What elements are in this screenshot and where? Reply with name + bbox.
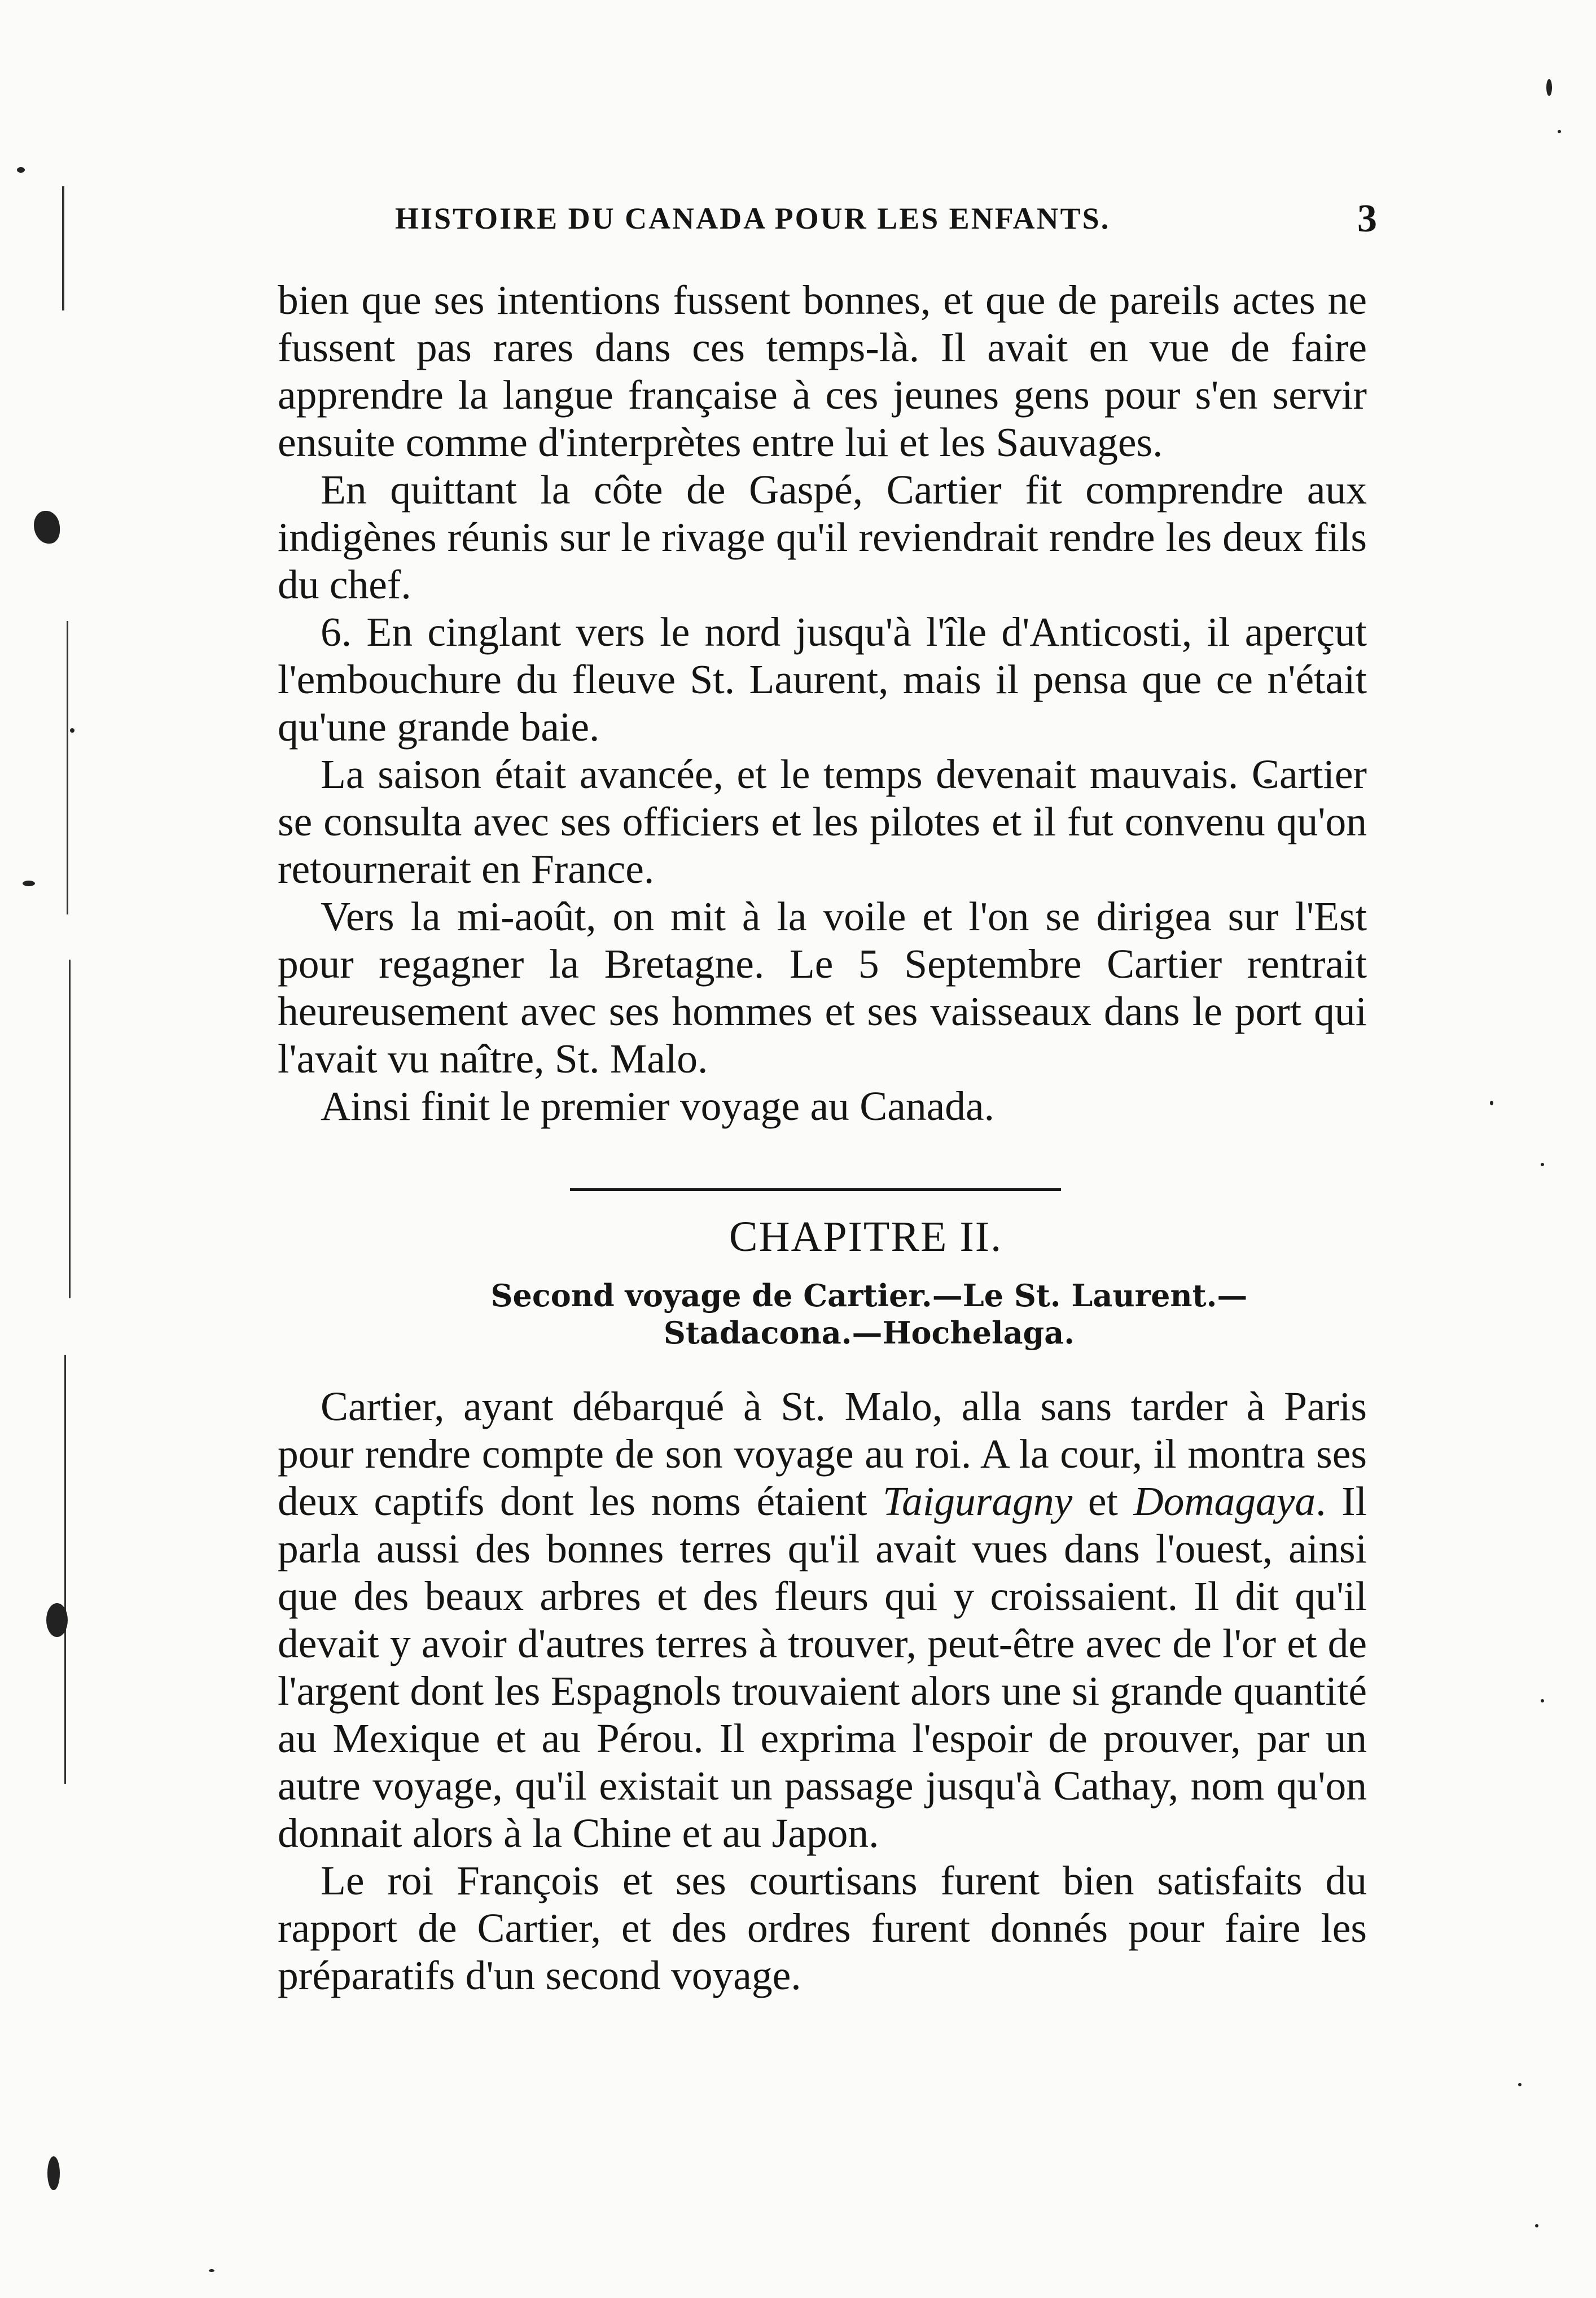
paragraph-text: . Il parla aussi des bonnes terres qu'il avait vues dans l'ouest, ainsi que des beaux arbres et des fleurs qui y croissaient. Il dit qu'il devait y avoir d'autres terres à trouver, peut-être avec de l'or et de l'argent dont les Espagnols trouvaient alors une si grande quantité au Mexique et au Pérou. Il exprima l'espoir de prouver, par un autre voyage, qu'il existait un passage jusqu'à Cathay, nom qu'on donnait alors à la Chine et au Japon.: [278, 1478, 1367, 1856]
ink-blot: [47, 2156, 60, 2190]
proper-name: Domagaya: [1133, 1478, 1316, 1524]
paragraph: [278, 1383, 1367, 1857]
paragraph: En quittant la côte de Gaspé, Cartier fit comprendre aux indigènes réunis sur le rivage qu'il reviendrait rendre les deux fils du chef.: [278, 467, 1367, 607]
chapter-subtitle: [305, 1277, 1433, 1351]
binding-edge-mark: [67, 621, 68, 914]
paragraph: Ainsi finit le premier voyage au Canada.: [321, 1083, 994, 1129]
paragraph: bien que ses intentions fussent bonnes, et que de pareils actes ne fussent pas rares dans ces temps-là. Il avait en vue de faire apprendre la langue française à ces jeunes gens pour s'en servir ensuite comme d'interprètes entre lui et les Sauvages.: [278, 277, 1367, 465]
ink-speck: [17, 167, 25, 173]
paragraph: La saison était avancée, et le temps devenait mauvais. Cartier se consulta avec ses officiers et les pilotes et il fut convenu qu'on retournerait en France.: [278, 751, 1367, 892]
paragraph: 6. En cinglant vers le nord jusqu'à l'île d'Anticosti, il aperçut l'embouchure du fleuve St. Laurent, mais il pensa que ce n'était qu'une grande baie.: [278, 609, 1367, 750]
ink-speck: [1541, 1699, 1544, 1702]
paragraph: Le roi François et ses courtisans furent bien satisfaits du rapport de Cartier, et des ordres furent donnés pour faire les préparatifs d'un second voyage.: [278, 1858, 1367, 1998]
running-head: HISTOIRE DU CANADA POUR LES ENFANTS.: [395, 202, 1111, 235]
ink-speck: [23, 881, 35, 886]
body-text-top: [278, 277, 1367, 1130]
page-header: [395, 196, 1377, 247]
ink-speck: [1490, 1101, 1493, 1105]
ink-speck: [209, 2269, 214, 2272]
ink-blot: [34, 511, 60, 544]
paragraph-text: Cartier, ayant débarqué à St. Malo, alla sans tarder à Paris pour rendre compte de son voyage au roi. A la cour, il montra ses deux captifs dont les noms étaient: [278, 1384, 1367, 1524]
ink-speck: [1541, 1163, 1544, 1166]
binding-edge-mark: [62, 186, 64, 310]
ink-speck: [1535, 2224, 1538, 2227]
ink-speck: [1558, 130, 1561, 133]
body-text-bottom: [278, 1383, 1367, 1999]
binding-edge-mark: [64, 1355, 66, 1784]
paragraph: Vers la mi-août, on mit à la voile et l'on se dirigea sur l'Est pour regagner la Bretagne. Le 5 Septembre Cartier rentrait heureusement avec ses hommes et ses vaisseaux dans le port qui l'avait vu naître, St. Malo.: [278, 894, 1367, 1082]
ink-blot: [46, 1603, 68, 1637]
chapter-title: CHAPITRE II.: [729, 1213, 1003, 1260]
paragraph-text: et: [1072, 1478, 1134, 1524]
section-divider: [570, 1188, 1061, 1191]
page-number: 3: [1357, 197, 1377, 240]
ink-speck: [70, 728, 74, 733]
ink-speck: [1518, 2083, 1522, 2086]
ink-speck: [1546, 79, 1552, 96]
proper-name: Taiguragny: [882, 1478, 1073, 1524]
chapter-subtitle-line: Second voyage de Cartier.—Le St. Laurent.—: [490, 1277, 1248, 1314]
chapter-subtitle-line: Stadacona.—Hochelaga.: [663, 1315, 1075, 1351]
